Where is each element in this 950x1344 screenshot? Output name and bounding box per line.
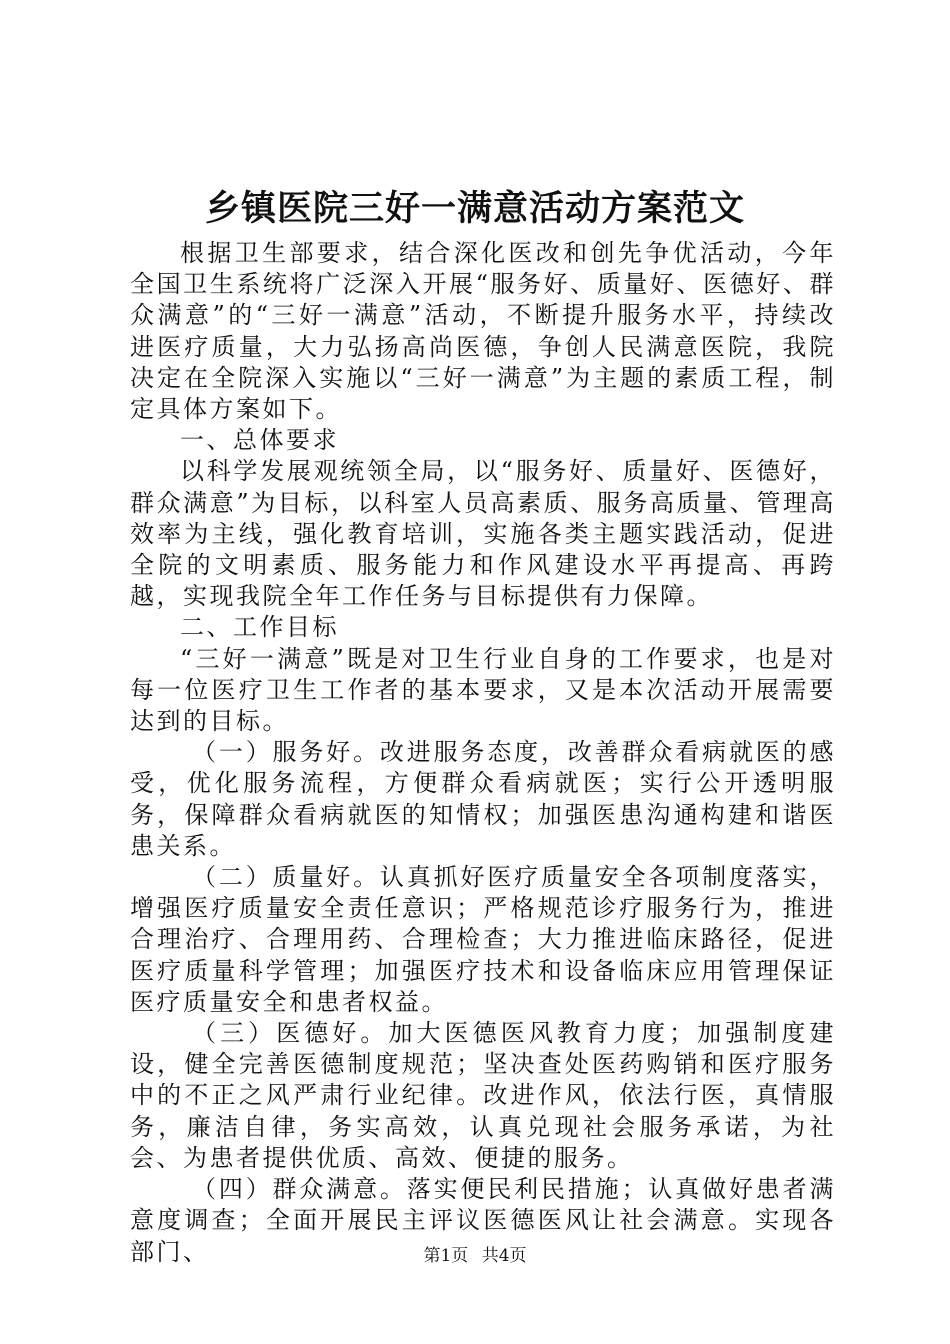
goal-item-quality: （二）质量好。认真抓好医疗质量安全各项制度落实，增强医疗质量安全责任意识；严格规范诊疗服务行为，推进合理治疗、合理用药、合理检查；大力推进临床路径，促进医疗质量科学管理；加强医疗技术和设备临床应用管理保证医疗质量安全和患者权益。 <box>130 863 836 1016</box>
section-heading-work-goals: 二、工作目标 <box>180 613 339 642</box>
goal-item-service: （一）服务好。改进服务态度，改善群众看病就医的感受，优化服务流程，方便群众看病就医；实行公开透明服务，保障群众看病就医的知情权；加强医患沟通构建和谐医患关系。 <box>130 738 836 860</box>
section-heading-general-requirements: 一、总体要求 <box>180 426 339 455</box>
page-number: 第1页 <box>423 1246 469 1266</box>
goal-item-ethics: （三）医德好。加大医德医风教育力度；加强制度建设，健全完善医德制度规范；坚决查处医药购销和医疗服务中的不正之风严肃行业纪律。改进作风，依法行医，真情服务，廉洁自律，务实高效，认真兑现社会服务承诺，为社会、为患者提供优质、高效、便捷的服务。 <box>130 1019 836 1172</box>
goal-item-satisfaction: （四）群众满意。落实便民利民措施；认真做好患者满意度调查；全面开展民主评议医德医风让社会满意。实现各部门、 <box>130 1175 836 1266</box>
general-requirements-paragraph: 以科学发展观统领全局，以“服务好、质量好、医德好，群众满意”为目标，以科室人员高素质、服务高质量、管理高效率为主线，强化教育培训，实施各类主题实践活动，促进全院的文明素质、服务能力和作风建设水平再提高、再跨越，实现我院全年工作任务与目标提供有力保障。 <box>130 457 836 611</box>
intro-paragraph: 根据卫生部要求，结合深化医改和创先争优活动，今年全国卫生系统将广泛深入开展“服务好、质量好、医德好、群众满意”的“三好一满意”活动，不断提升服务水平，持续改进医疗质量，大力弘扬高尚医德，争创人民满意医院，我院决定在全院深入实施以“三好一满意”为主题的素质工程，制定具体方案如下。 <box>130 239 836 424</box>
page-total: 共4页 <box>481 1246 527 1266</box>
document-body <box>130 238 836 1268</box>
document-title: 乡镇医院三好一满意活动方案范文 <box>204 188 745 229</box>
page-footer <box>0 1244 950 1268</box>
work-goals-paragraph: “三好一满意”既是对卫生行业自身的工作要求，也是对每一位医疗卫生工作者的基本要求，又是本次活动开展需要达到的目标。 <box>130 644 836 736</box>
